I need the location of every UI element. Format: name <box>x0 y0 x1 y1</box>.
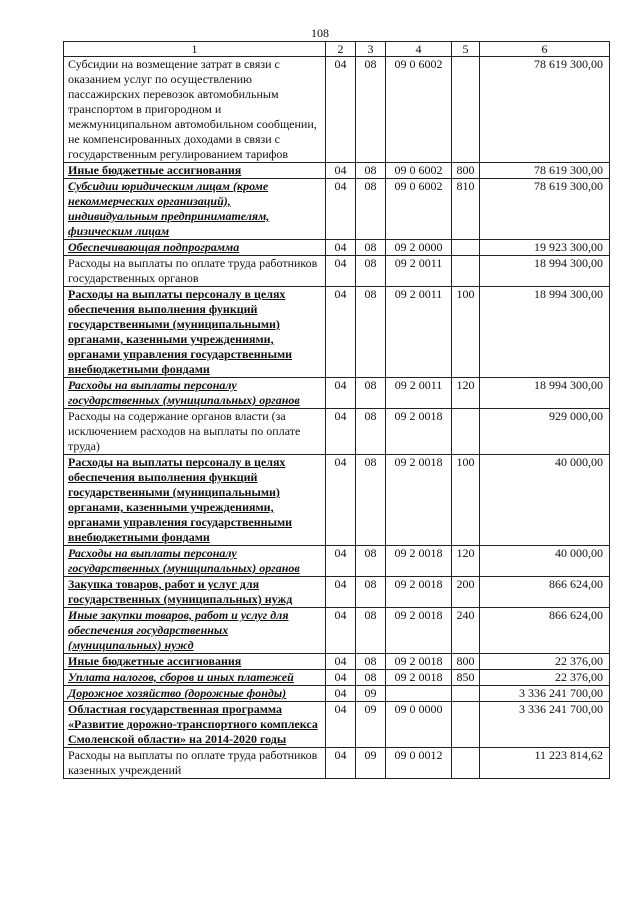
table-row <box>64 455 610 546</box>
section-code-cell: 04 <box>326 378 356 409</box>
target-article-cell: 09 2 0018 <box>386 577 452 608</box>
section-code-cell: 04 <box>326 256 356 287</box>
amount-cell: 866 624,00 <box>480 608 610 654</box>
subsection-code-cell: 08 <box>356 409 386 455</box>
target-article-cell: 09 2 0018 <box>386 546 452 577</box>
table-row <box>64 409 610 455</box>
amount-cell: 18 994 300,00 <box>480 287 610 378</box>
expense-type-cell <box>452 702 480 748</box>
table-row <box>64 654 610 670</box>
section-code-cell: 04 <box>326 654 356 670</box>
expense-type-cell: 850 <box>452 670 480 686</box>
table-row <box>64 57 610 163</box>
target-article-cell: 09 2 0018 <box>386 455 452 546</box>
amount-cell: 78 619 300,00 <box>480 163 610 179</box>
subsection-code-cell: 08 <box>356 163 386 179</box>
target-article-cell: 09 2 0018 <box>386 670 452 686</box>
section-code-cell: 04 <box>326 240 356 256</box>
column-header: 4 <box>386 42 452 57</box>
subsection-code-cell: 08 <box>356 455 386 546</box>
subsection-code-cell: 09 <box>356 748 386 779</box>
page-number: 108 <box>311 26 329 40</box>
budget-table <box>63 41 610 779</box>
subsection-code-cell: 08 <box>356 378 386 409</box>
row-name-cell: Уплата налогов, сборов и иных платежей <box>64 670 326 686</box>
table-row <box>64 748 610 779</box>
subsection-code-cell: 08 <box>356 287 386 378</box>
section-code-cell: 04 <box>326 608 356 654</box>
expense-type-cell: 100 <box>452 455 480 546</box>
row-name-cell: Иные бюджетные ассигнования <box>64 654 326 670</box>
row-name-cell: Иные бюджетные ассигнования <box>64 163 326 179</box>
table-row <box>64 670 610 686</box>
amount-cell: 3 336 241 700,00 <box>480 702 610 748</box>
table-row <box>64 179 610 240</box>
row-name-cell: Расходы на выплаты по оплате труда работников государственных органов <box>64 256 326 287</box>
section-code-cell: 04 <box>326 670 356 686</box>
table-row <box>64 686 610 702</box>
expense-type-cell <box>452 748 480 779</box>
expense-type-cell <box>452 409 480 455</box>
expense-type-cell <box>452 256 480 287</box>
subsection-code-cell: 08 <box>356 577 386 608</box>
target-article-cell: 09 2 0011 <box>386 287 452 378</box>
subsection-code-cell: 08 <box>356 654 386 670</box>
target-article-cell: 09 0 0000 <box>386 702 452 748</box>
expense-type-cell: 240 <box>452 608 480 654</box>
column-header: 3 <box>356 42 386 57</box>
target-article-cell: 09 2 0000 <box>386 240 452 256</box>
table-row <box>64 546 610 577</box>
table-row <box>64 287 610 378</box>
subsection-code-cell: 08 <box>356 179 386 240</box>
subsection-code-cell: 08 <box>356 670 386 686</box>
subsection-code-cell: 09 <box>356 686 386 702</box>
amount-cell: 22 376,00 <box>480 654 610 670</box>
amount-cell: 11 223 814,62 <box>480 748 610 779</box>
subsection-code-cell: 08 <box>356 57 386 163</box>
section-code-cell: 04 <box>326 455 356 546</box>
amount-cell: 40 000,00 <box>480 546 610 577</box>
row-name-cell: Обеспечивающая подпрограмма <box>64 240 326 256</box>
target-article-cell: 09 0 6002 <box>386 163 452 179</box>
table-row <box>64 256 610 287</box>
amount-cell: 78 619 300,00 <box>480 57 610 163</box>
target-article-cell: 09 0 6002 <box>386 179 452 240</box>
amount-cell: 18 994 300,00 <box>480 378 610 409</box>
target-article-cell: 09 2 0018 <box>386 409 452 455</box>
amount-cell: 929 000,00 <box>480 409 610 455</box>
target-article-cell <box>386 686 452 702</box>
amount-cell: 19 923 300,00 <box>480 240 610 256</box>
section-code-cell: 04 <box>326 702 356 748</box>
row-name-cell: Областная государственная программа «Развитие дорожно-транспортного комплекса Смоленской области» на 2014-2020 годы <box>64 702 326 748</box>
expense-type-cell: 100 <box>452 287 480 378</box>
header-row <box>64 42 610 57</box>
expense-type-cell: 800 <box>452 654 480 670</box>
row-name-cell: Расходы на выплаты персоналу государственных (муниципальных) органов <box>64 378 326 409</box>
target-article-cell: 09 0 0012 <box>386 748 452 779</box>
section-code-cell: 04 <box>326 57 356 163</box>
section-code-cell: 04 <box>326 409 356 455</box>
amount-cell: 40 000,00 <box>480 455 610 546</box>
table-row <box>64 608 610 654</box>
row-name-cell: Иные закупки товаров, работ и услуг для обеспечения государственных (муниципальных) нужд <box>64 608 326 654</box>
subsection-code-cell: 08 <box>356 256 386 287</box>
subsection-code-cell: 09 <box>356 702 386 748</box>
table-row <box>64 240 610 256</box>
amount-cell: 866 624,00 <box>480 577 610 608</box>
expense-type-cell <box>452 686 480 702</box>
expense-type-cell: 200 <box>452 577 480 608</box>
column-header: 6 <box>480 42 610 57</box>
target-article-cell: 09 2 0011 <box>386 378 452 409</box>
row-name-cell: Расходы на выплаты персоналу государственных (муниципальных) органов <box>64 546 326 577</box>
section-code-cell: 04 <box>326 179 356 240</box>
amount-cell: 22 376,00 <box>480 670 610 686</box>
row-name-cell: Субсидии на возмещение затрат в связи с оказанием услуг по осуществлению пассажирских перевозок автомобильным транспортом в пригородном и межмуниципальном автомобильном сообщении, не компенсированных доходами в связи с государственным регулированием тарифов <box>64 57 326 163</box>
column-header: 2 <box>326 42 356 57</box>
expense-type-cell: 120 <box>452 546 480 577</box>
target-article-cell: 09 2 0018 <box>386 654 452 670</box>
expense-type-cell: 810 <box>452 179 480 240</box>
row-name-cell: Дорожное хозяйство (дорожные фонды) <box>64 686 326 702</box>
column-header: 1 <box>64 42 326 57</box>
section-code-cell: 04 <box>326 686 356 702</box>
section-code-cell: 04 <box>326 163 356 179</box>
row-name-cell: Расходы на выплаты персоналу в целях обеспечения выполнения функций государственными (муниципальными) органами, казенными учреждениями, органами управления государственными внебюджетными фондами <box>64 287 326 378</box>
target-article-cell: 09 2 0018 <box>386 608 452 654</box>
amount-cell: 3 336 241 700,00 <box>480 686 610 702</box>
column-header: 5 <box>452 42 480 57</box>
section-code-cell: 04 <box>326 287 356 378</box>
expense-type-cell <box>452 240 480 256</box>
subsection-code-cell: 08 <box>356 240 386 256</box>
target-article-cell: 09 2 0011 <box>386 256 452 287</box>
row-name-cell: Расходы на выплаты по оплате труда работников казенных учреждений <box>64 748 326 779</box>
expense-type-cell: 800 <box>452 163 480 179</box>
row-name-cell: Расходы на выплаты персоналу в целях обеспечения выполнения функций государственными (муниципальными) органами, казенными учреждениями, органами управления государственными внебюджетными фондами <box>64 455 326 546</box>
row-name-cell: Субсидии юридическим лицам (кроме некоммерческих организаций), индивидуальным предпринимателям, физическим лицам <box>64 179 326 240</box>
row-name-cell: Расходы на содержание органов власти (за исключением расходов на выплаты по оплате труда) <box>64 409 326 455</box>
amount-cell: 18 994 300,00 <box>480 256 610 287</box>
table-row <box>64 577 610 608</box>
section-code-cell: 04 <box>326 546 356 577</box>
expense-type-cell <box>452 57 480 163</box>
table-row <box>64 163 610 179</box>
table-row <box>64 702 610 748</box>
amount-cell: 78 619 300,00 <box>480 179 610 240</box>
target-article-cell: 09 0 6002 <box>386 57 452 163</box>
table-row <box>64 378 610 409</box>
subsection-code-cell: 08 <box>356 546 386 577</box>
row-name-cell: Закупка товаров, работ и услуг для государственных (муниципальных) нужд <box>64 577 326 608</box>
expense-type-cell: 120 <box>452 378 480 409</box>
section-code-cell: 04 <box>326 577 356 608</box>
subsection-code-cell: 08 <box>356 608 386 654</box>
section-code-cell: 04 <box>326 748 356 779</box>
